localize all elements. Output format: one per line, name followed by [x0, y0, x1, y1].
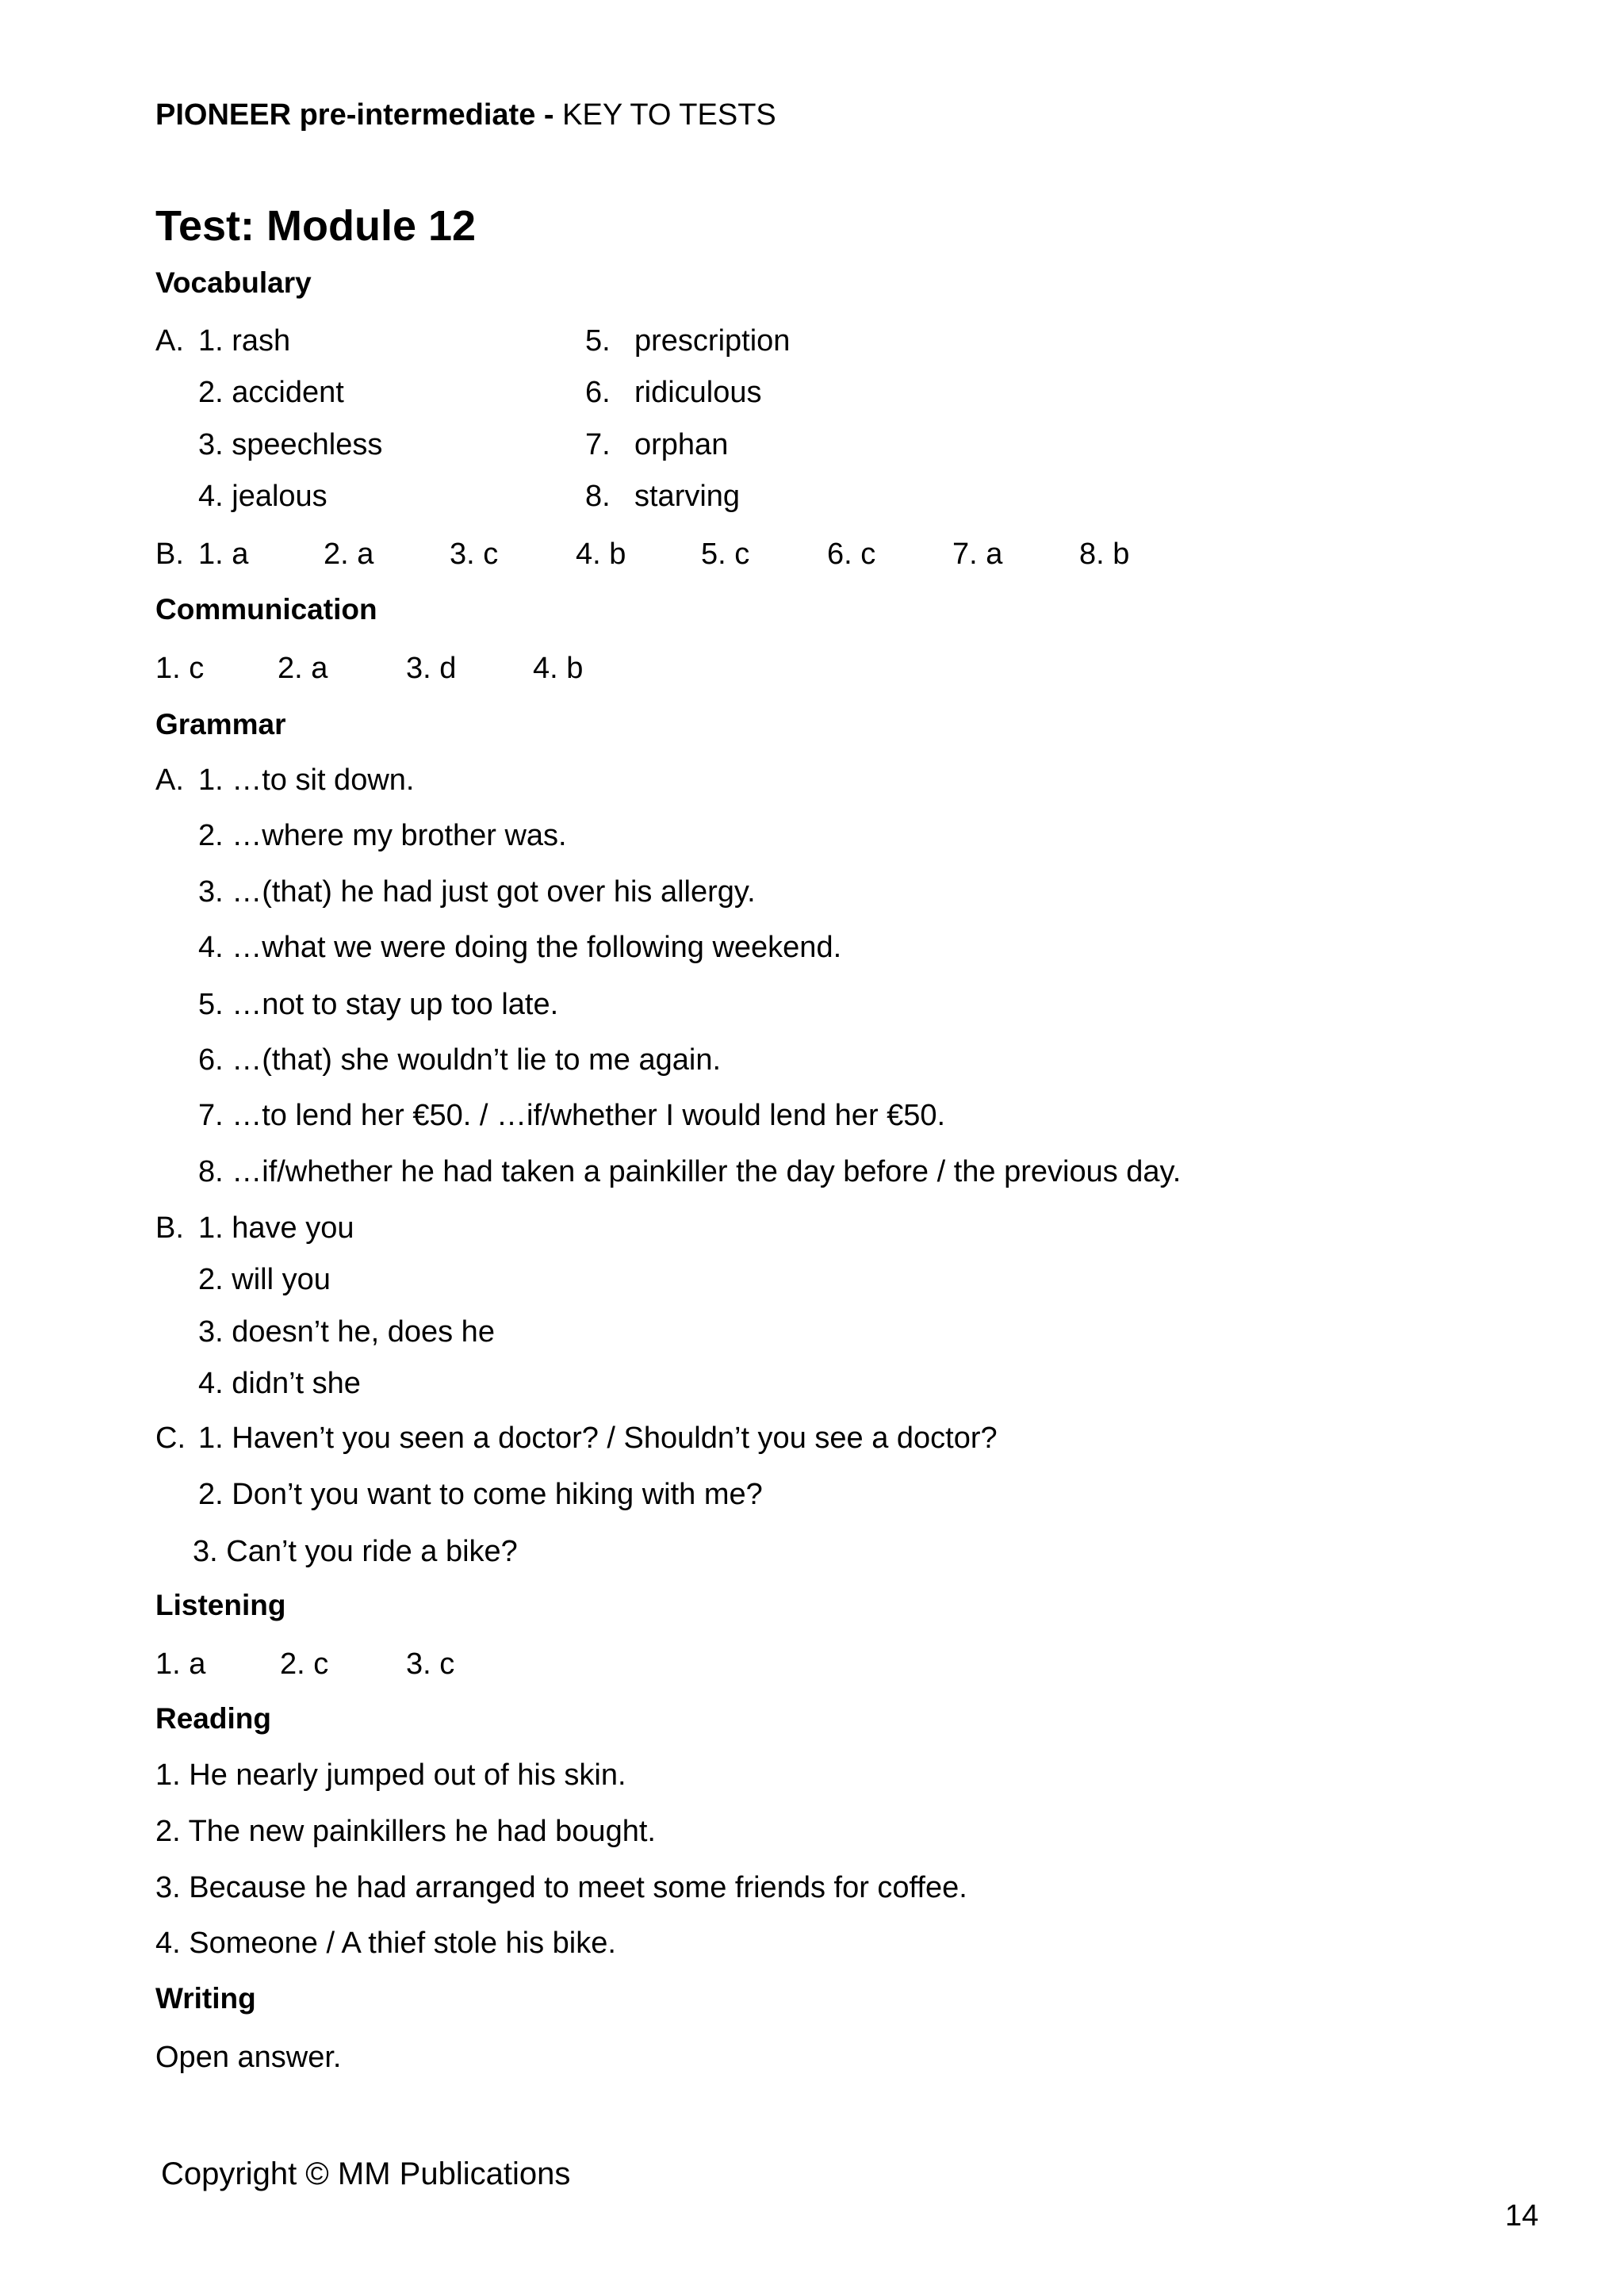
communication-answer: 4. b [533, 652, 584, 685]
vocab-a-word: orphan [634, 428, 729, 461]
grammar-c-item: 2. Don’t you want to come hiking with me? [198, 1478, 763, 1511]
vocab-a-number: 8. [585, 480, 611, 513]
page-number: 14 [1505, 2199, 1539, 2233]
listening-heading: Listening [155, 1589, 286, 1621]
writing-text: Open answer. [155, 2041, 342, 2074]
listening-answer: 2. c [280, 1647, 329, 1681]
grammar-a-item: 1. …to sit down. [198, 763, 415, 797]
vocabulary-heading: Vocabulary [155, 266, 312, 299]
communication-answer: 1. c [155, 652, 205, 685]
grammar-a-item: 8. …if/whether he had taken a painkiller the day before / the previous day. [198, 1155, 1182, 1188]
vocab-b-answer: 1. a [198, 538, 249, 571]
vocab-a-item: 1. rash [198, 324, 291, 358]
grammar-a-item: 2. …where my brother was. [198, 819, 567, 852]
page-title: Test: Module 12 [155, 202, 477, 250]
grammar-a-item: 5. …not to stay up too late. [198, 988, 559, 1021]
grammar-b-label: B. [155, 1211, 184, 1245]
grammar-b-item: 2. will you [198, 1263, 331, 1296]
vocab-a-number: 7. [585, 428, 611, 461]
grammar-a-item: 3. …(that) he had just got over his allergy. [198, 875, 756, 909]
grammar-a-label: A. [155, 763, 184, 797]
vocab-b-label: B. [155, 538, 184, 571]
reading-heading: Reading [155, 1702, 271, 1735]
grammar-c-item: 1. Haven’t you seen a doctor? / Shouldn’t you see a doctor? [198, 1422, 998, 1455]
vocab-a-number: 6. [585, 376, 611, 409]
vocab-a-word: prescription [634, 324, 791, 358]
listening-answer: 3. c [406, 1647, 455, 1681]
reading-item: 3. Because he had arranged to meet some friends for coffee. [155, 1871, 967, 1904]
grammar-heading: Grammar [155, 708, 286, 740]
document-header [155, 98, 776, 132]
reading-item: 1. He nearly jumped out of his skin. [155, 1758, 626, 1792]
grammar-a-item: 7. …to lend her €50. / …if/whether I would lend her €50. [198, 1099, 946, 1132]
grammar-a-item: 6. …(that) she wouldn’t lie to me again. [198, 1043, 722, 1077]
reading-item: 4. Someone / A thief stole his bike. [155, 1927, 616, 1960]
vocab-a-item: 4. jealous [198, 480, 327, 513]
vocab-b-answer: 3. c [450, 538, 499, 571]
listening-answer: 1. a [155, 1647, 206, 1681]
header-brand: PIONEER pre-intermediate [155, 98, 536, 132]
vocab-b-answer: 5. c [701, 538, 750, 571]
header-separator: - [535, 98, 563, 132]
vocab-a-word: starving [634, 480, 741, 513]
reading-item: 2. The new painkillers he had bought. [155, 1815, 656, 1848]
communication-answer: 3. d [406, 652, 457, 685]
communication-answer: 2. a [278, 652, 328, 685]
grammar-c-label: C. [155, 1422, 186, 1455]
vocab-a-item: 3. speechless [198, 428, 383, 461]
vocab-b-answer: 4. b [576, 538, 626, 571]
vocab-b-answer: 7. a [952, 538, 1003, 571]
grammar-b-item: 3. doesn’t he, does he [198, 1315, 495, 1349]
grammar-a-item: 4. …what we were doing the following weekend. [198, 931, 842, 964]
vocab-b-answer: 6. c [827, 538, 876, 571]
grammar-b-item: 4. didn’t she [198, 1367, 361, 1400]
vocab-a-number: 5. [585, 324, 611, 358]
vocab-a-label: A. [155, 324, 184, 358]
vocab-a-word: ridiculous [634, 376, 762, 409]
copyright-notice: Copyright © MM Publications [161, 2156, 571, 2191]
vocab-a-item: 2. accident [198, 376, 344, 409]
vocab-b-answer: 2. a [324, 538, 374, 571]
vocab-b-answer: 8. b [1079, 538, 1130, 571]
header-rest: KEY TO TESTS [562, 98, 776, 132]
writing-heading: Writing [155, 1982, 256, 2015]
communication-heading: Communication [155, 593, 377, 626]
grammar-c-item: 3. Can’t you ride a bike? [193, 1535, 518, 1568]
grammar-b-item: 1. have you [198, 1211, 354, 1245]
